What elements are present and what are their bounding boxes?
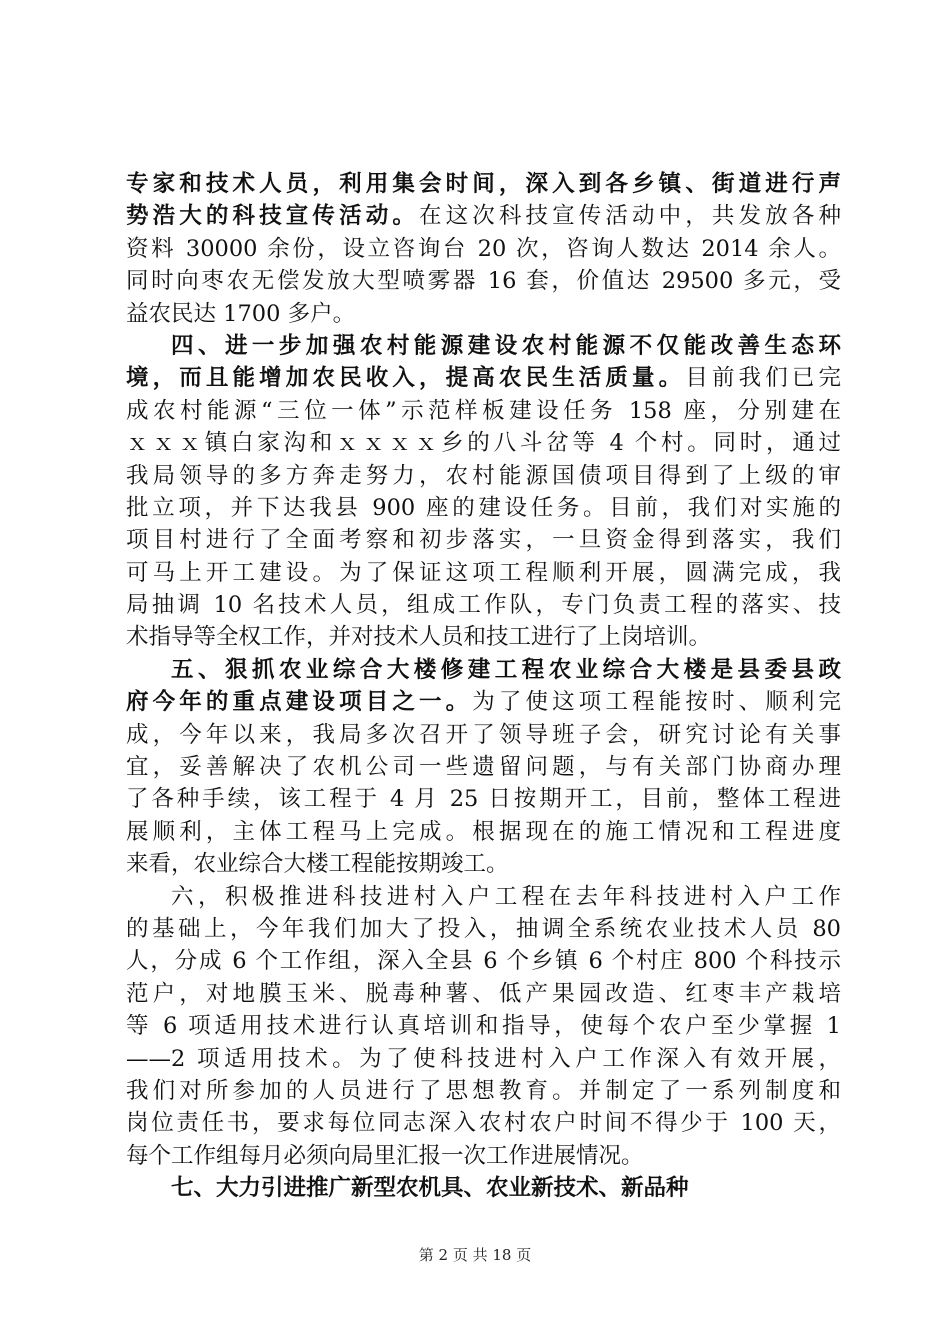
text-run: 同时向枣农无偿发放大型喷雾器 16 套，价值达 29500 多元，受 bbox=[126, 268, 841, 295]
bold-run: 势浩大的科技宣传活动。 bbox=[126, 203, 419, 230]
text-line bbox=[126, 816, 841, 848]
text-line bbox=[126, 1075, 841, 1107]
text-line bbox=[126, 265, 841, 297]
text-line bbox=[126, 686, 841, 718]
heading-line bbox=[126, 330, 841, 362]
text-run: 了各种手续，该工程于 4 月 25 日按期开工，目前，整体工程进 bbox=[126, 786, 841, 813]
text-line bbox=[126, 492, 841, 524]
bold-run: 境，而且能增加农民收入，提高农民生活质量。 bbox=[126, 365, 686, 392]
text-run: 人，分成 6 个工作组，深入全县 6 个乡镇 6 个村庄 800 个科技示 bbox=[126, 948, 841, 975]
bold-run: 五、狠抓农业综合大楼修建工程农业综合大楼是县委县政 bbox=[171, 656, 841, 683]
text-run: 范户，对地膜玉米、脱毒种薯、低产果园改造、红枣丰产栽培 bbox=[126, 980, 841, 1007]
text-line bbox=[126, 783, 841, 815]
text-run: 术指导等全权工作，并对技术人员和技工进行了上岗培训。 bbox=[126, 624, 712, 651]
text-run: 益农民达 1700 多户。 bbox=[126, 300, 356, 327]
text-run: 成农村能源“三位一体”示范样板建设任务 158 座，分别建在 bbox=[126, 397, 841, 424]
text-run: 来看，农业综合大楼工程能按期竣工。 bbox=[126, 851, 509, 878]
paragraph-4 bbox=[126, 881, 841, 1173]
text-line bbox=[126, 945, 841, 977]
text-line bbox=[126, 913, 841, 945]
text-line bbox=[126, 621, 841, 653]
paragraph-3 bbox=[126, 654, 841, 881]
bold-run: 府今年的重点建设项目之一。 bbox=[126, 689, 473, 716]
text-line bbox=[126, 848, 841, 880]
paragraph-1 bbox=[126, 168, 841, 330]
text-line bbox=[126, 557, 841, 589]
text-line bbox=[126, 1140, 841, 1172]
text-run: 项目村进行了全面考察和初步落实，一旦资金得到落实，我们 bbox=[126, 527, 841, 554]
text-line bbox=[126, 427, 841, 459]
text-line bbox=[126, 589, 841, 621]
text-run: 为了使这项工程能按时、顺利完 bbox=[472, 689, 841, 716]
text-run: 展顺利，主体工程马上完成。根据现在的施工情况和工程进度 bbox=[126, 818, 841, 845]
text-line bbox=[126, 1107, 841, 1139]
text-line bbox=[126, 978, 841, 1010]
text-line bbox=[126, 233, 841, 265]
paragraph-2 bbox=[126, 330, 841, 654]
paragraph-5 bbox=[126, 1172, 841, 1204]
text-run: 批立项，并下达我县 900 座的建设任务。目前，我们对实施的 bbox=[126, 494, 841, 521]
text-run: 等 6 项适用技术进行认真培训和指导，使每个农户至少掌握 1 bbox=[126, 1013, 841, 1040]
text-run: 资料 30000 余份，设立咨询台 20 次，咨询人数达 2014 余人。 bbox=[126, 235, 841, 262]
text-run: 在这次科技宣传活动中，共发放各种 bbox=[418, 203, 841, 230]
text-line bbox=[126, 460, 841, 492]
text-run: 六，积极推进科技进村入户工程在去年科技进村入户工作 bbox=[171, 883, 841, 910]
text-line bbox=[126, 168, 841, 200]
text-line bbox=[126, 524, 841, 556]
text-run: 我局领导的多方奔走努力，农村能源国债项目得到了上级的审 bbox=[126, 462, 841, 489]
text-run: 我们对所参加的人员进行了思想教育。并制定了一系列制度和 bbox=[126, 1077, 841, 1104]
text-line bbox=[126, 298, 841, 330]
text-line bbox=[126, 362, 841, 394]
text-line bbox=[126, 200, 841, 232]
heading-line bbox=[126, 881, 841, 913]
bold-run: 七、大力引进推广新型农机具、农业新技术、新品种 bbox=[171, 1175, 689, 1202]
page-number: 第 2 页 共 18 页 bbox=[418, 1246, 532, 1264]
text-line bbox=[126, 719, 841, 751]
text-line bbox=[126, 1010, 841, 1042]
text-run: 可马上开工建设。为了保证这项工程顺利开展，圆满完成，我 bbox=[126, 559, 841, 586]
page-footer bbox=[0, 1244, 950, 1265]
text-run: 成，今年以来，我局多次召开了领导班子会，研究讨论有关事 bbox=[126, 721, 841, 748]
text-line bbox=[126, 395, 841, 427]
text-run: 目前我们已完 bbox=[685, 365, 841, 392]
text-run: 的基础上，今年我们加大了投入，抽调全系统农业技术人员 80 bbox=[126, 915, 841, 942]
document-body bbox=[126, 168, 841, 1205]
bold-run: 专家和技术人员，利用集会时间，深入到各乡镇、街道进行声 bbox=[126, 171, 841, 197]
heading-line bbox=[126, 1172, 841, 1204]
text-run: ——2 项适用技术。为了使科技进村入户工作深入有效开展， bbox=[126, 1045, 841, 1072]
text-line bbox=[126, 751, 841, 783]
text-run: 宜，妥善解决了农机公司一些遗留问题，与有关部门协商办理 bbox=[126, 754, 841, 781]
heading-line bbox=[126, 654, 841, 686]
text-run: 岗位责任书，要求每位同志深入农村农户时间不得少于 100 天， bbox=[126, 1110, 841, 1137]
bold-run: 四、进一步加强农村能源建设农村能源不仅能改善生态环 bbox=[171, 332, 841, 359]
text-run: 局抽调 10 名技术人员，组成工作队，专门负责工程的落实、技 bbox=[126, 592, 841, 619]
text-run: 每个工作组每月必须向局里汇报一次工作进展情况。 bbox=[126, 1142, 644, 1169]
text-run: ｘｘｘ镇白家沟和ｘｘｘｘ乡的八斗岔等 4 个村。同时，通过 bbox=[126, 430, 841, 457]
text-line bbox=[126, 1043, 841, 1075]
